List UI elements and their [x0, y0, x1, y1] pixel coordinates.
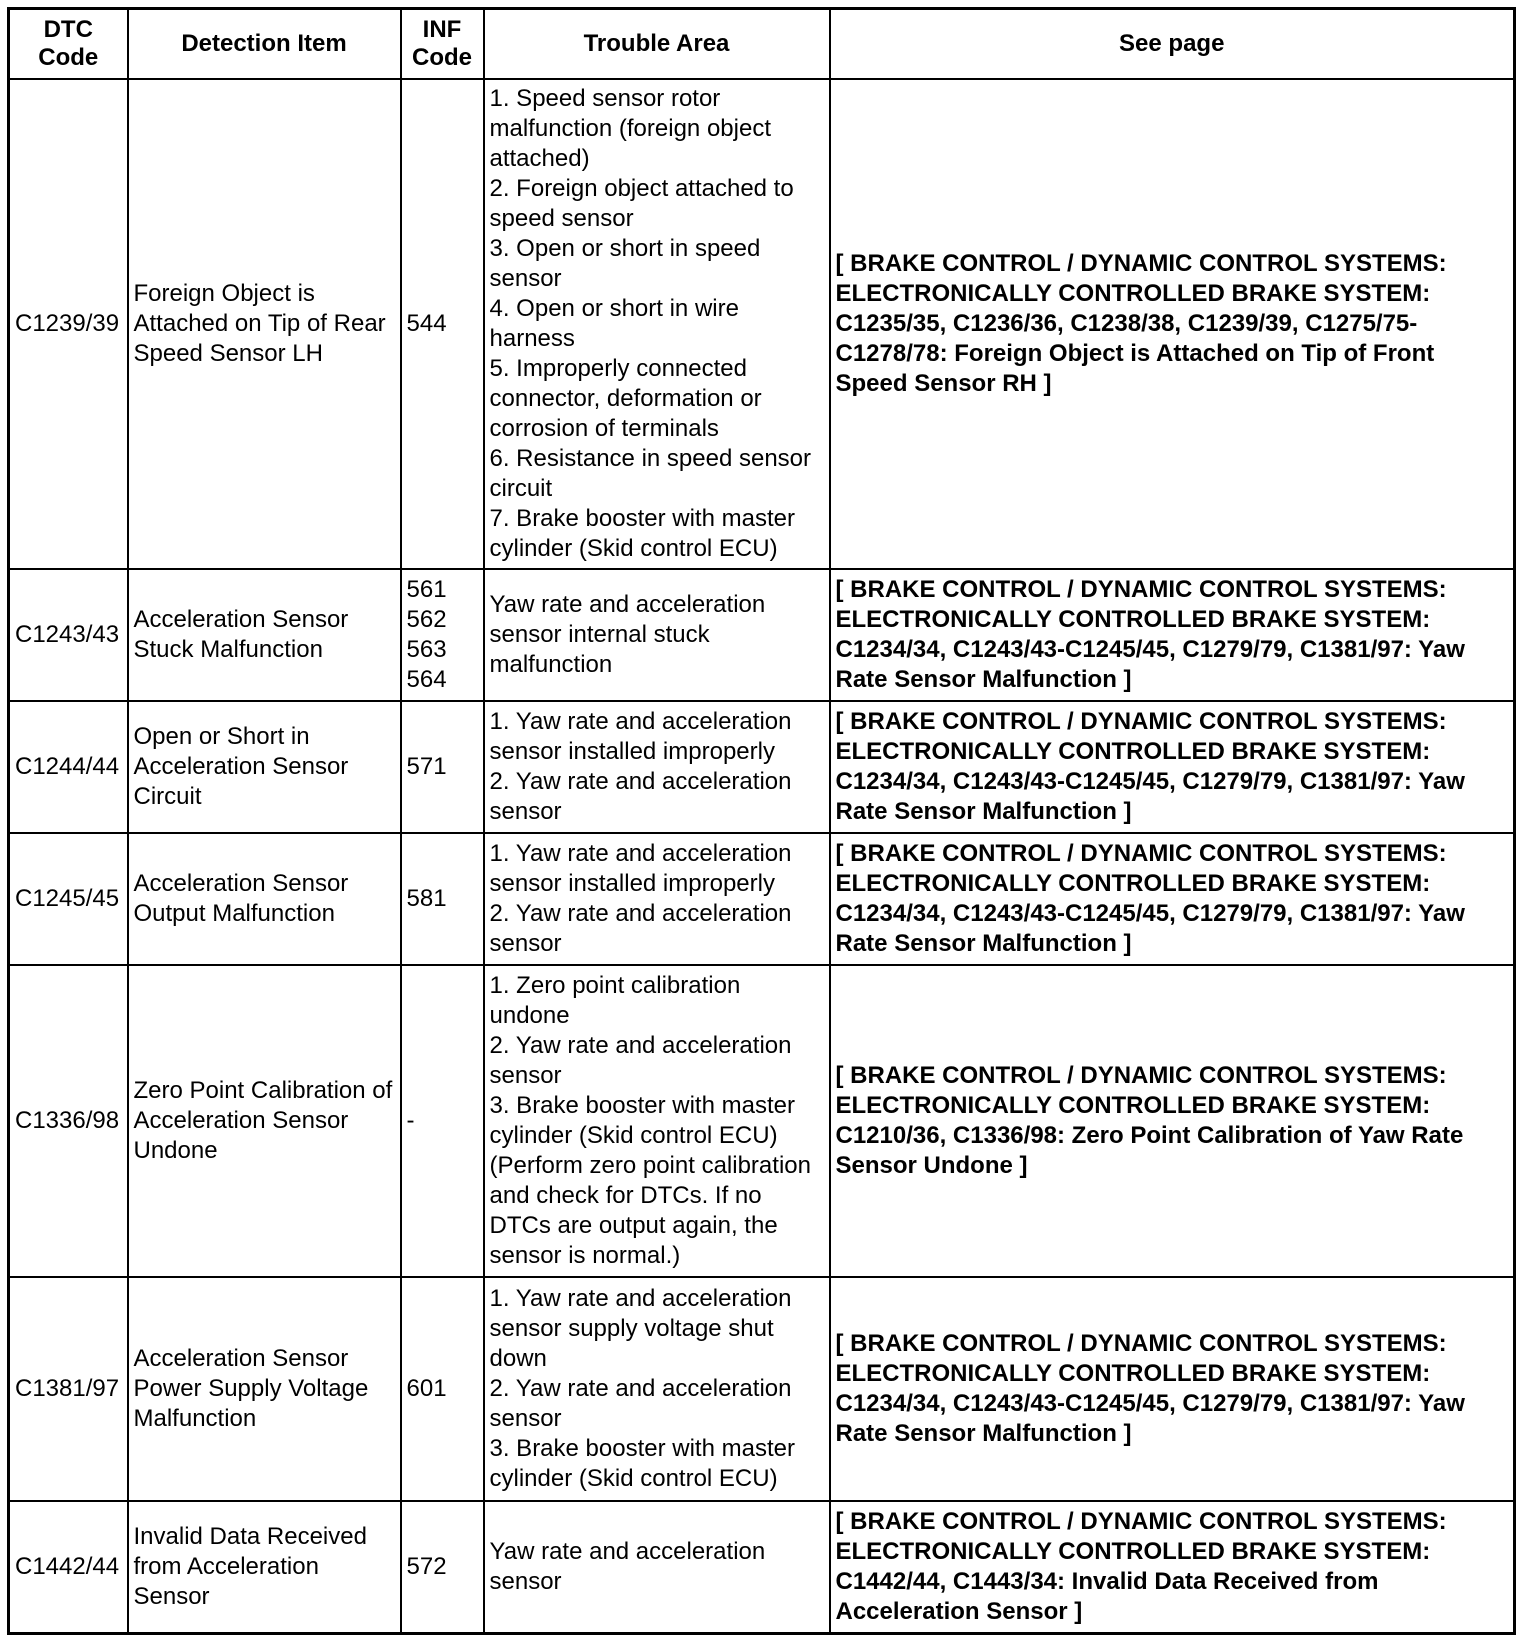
dtc-code-cell: C1245/45 — [9, 833, 128, 965]
table-row — [9, 1501, 1515, 1633]
detection-item-cell: Invalid Data Received from Acceleration Sensor — [128, 1501, 401, 1633]
trouble-area-cell: 1. Yaw rate and acceleration sensor installed improperly 2. Yaw rate and acceleration sensor — [484, 833, 830, 965]
see-page-cell: [ BRAKE CONTROL / DYNAMIC CONTROL SYSTEMS: ELECTRONICALLY CONTROLLED BRAKE SYSTEM: C1442/44, C1443/34: Invalid Data Received from Acceleration Sensor ] — [830, 1501, 1515, 1633]
table-row — [9, 701, 1515, 833]
dtc-code-cell: C1243/43 — [9, 569, 128, 701]
trouble-area-cell: 1. Zero point calibration undone 2. Yaw rate and acceleration sensor 3. Brake booster with master cylinder (Skid control ECU) (Perform zero point calibration and check for DTCs. If no DTCs are output again, the sensor is normal.) — [484, 965, 830, 1277]
detection-item-cell: Open or Short in Acceleration Sensor Circuit — [128, 701, 401, 833]
table-row — [9, 833, 1515, 965]
table-row — [9, 965, 1515, 1277]
dtc-code-cell: C1336/98 — [9, 965, 128, 1277]
header-detection-item: Detection Item — [128, 9, 401, 80]
header-see-page: See page — [830, 9, 1515, 80]
inf-code-cell: 571 — [401, 701, 484, 833]
trouble-area-cell: 1. Speed sensor rotor malfunction (foreign object attached) 2. Foreign object attached to speed sensor 3. Open or short in speed sensor 4. Open or short in wire harness 5. Improperly connected connector, deformation or corrosion of terminals 6. Resistance in speed sensor circuit 7. Brake booster with master cylinder (Skid control ECU) — [484, 79, 830, 569]
header-dtc-code: DTC Code — [9, 9, 128, 80]
inf-code-cell: 581 — [401, 833, 484, 965]
inf-code-cell: - — [401, 965, 484, 1277]
see-page-cell: [ BRAKE CONTROL / DYNAMIC CONTROL SYSTEMS: ELECTRONICALLY CONTROLLED BRAKE SYSTEM: C1235/35, C1236/36, C1238/38, C1239/39, C1275/75-C1278/78: Foreign Object is Attached on Tip of Front Speed Sensor RH ] — [830, 79, 1515, 569]
trouble-area-cell: 1. Yaw rate and acceleration sensor supply voltage shut down 2. Yaw rate and acceleration sensor 3. Brake booster with master cylinder (Skid control ECU) — [484, 1277, 830, 1501]
dtc-table — [7, 7, 1516, 1635]
dtc-code-cell: C1239/39 — [9, 79, 128, 569]
dtc-code-cell: C1442/44 — [9, 1501, 128, 1633]
table-row — [9, 79, 1515, 569]
trouble-area-cell: Yaw rate and acceleration sensor — [484, 1501, 830, 1633]
inf-code-cell: 601 — [401, 1277, 484, 1501]
see-page-cell: [ BRAKE CONTROL / DYNAMIC CONTROL SYSTEMS: ELECTRONICALLY CONTROLLED BRAKE SYSTEM: C1210/36, C1336/98: Zero Point Calibration of Yaw Rate Sensor Undone ] — [830, 965, 1515, 1277]
trouble-area-cell: Yaw rate and acceleration sensor internal stuck malfunction — [484, 569, 830, 701]
table-row — [9, 1277, 1515, 1501]
inf-code-cell: 572 — [401, 1501, 484, 1633]
dtc-code-cell: C1381/97 — [9, 1277, 128, 1501]
see-page-cell: [ BRAKE CONTROL / DYNAMIC CONTROL SYSTEMS: ELECTRONICALLY CONTROLLED BRAKE SYSTEM: C1234/34, C1243/43-C1245/45, C1279/79, C1381/97: Yaw Rate Sensor Malfunction ] — [830, 1277, 1515, 1501]
see-page-cell: [ BRAKE CONTROL / DYNAMIC CONTROL SYSTEMS: ELECTRONICALLY CONTROLLED BRAKE SYSTEM: C1234/34, C1243/43-C1245/45, C1279/79, C1381/97: Yaw Rate Sensor Malfunction ] — [830, 833, 1515, 965]
detection-item-cell: Acceleration Sensor Power Supply Voltage Malfunction — [128, 1277, 401, 1501]
table-header — [9, 9, 1515, 80]
see-page-cell: [ BRAKE CONTROL / DYNAMIC CONTROL SYSTEMS: ELECTRONICALLY CONTROLLED BRAKE SYSTEM: C1234/34, C1243/43-C1245/45, C1279/79, C1381/97: Yaw Rate Sensor Malfunction ] — [830, 701, 1515, 833]
header-trouble-area: Trouble Area — [484, 9, 830, 80]
trouble-area-cell: 1. Yaw rate and acceleration sensor installed improperly 2. Yaw rate and acceleration sensor — [484, 701, 830, 833]
header-row — [9, 9, 1515, 80]
table-row — [9, 569, 1515, 701]
detection-item-cell: Foreign Object is Attached on Tip of Rear Speed Sensor LH — [128, 79, 401, 569]
detection-item-cell: Acceleration Sensor Output Malfunction — [128, 833, 401, 965]
see-page-cell: [ BRAKE CONTROL / DYNAMIC CONTROL SYSTEMS: ELECTRONICALLY CONTROLLED BRAKE SYSTEM: C1234/34, C1243/43-C1245/45, C1279/79, C1381/97: Yaw Rate Sensor Malfunction ] — [830, 569, 1515, 701]
header-inf-code: INF Code — [401, 9, 484, 80]
dtc-code-cell: C1244/44 — [9, 701, 128, 833]
detection-item-cell: Acceleration Sensor Stuck Malfunction — [128, 569, 401, 701]
table-body — [9, 79, 1515, 1633]
detection-item-cell: Zero Point Calibration of Acceleration Sensor Undone — [128, 965, 401, 1277]
inf-code-cell: 561 562 563 564 — [401, 569, 484, 701]
inf-code-cell: 544 — [401, 79, 484, 569]
